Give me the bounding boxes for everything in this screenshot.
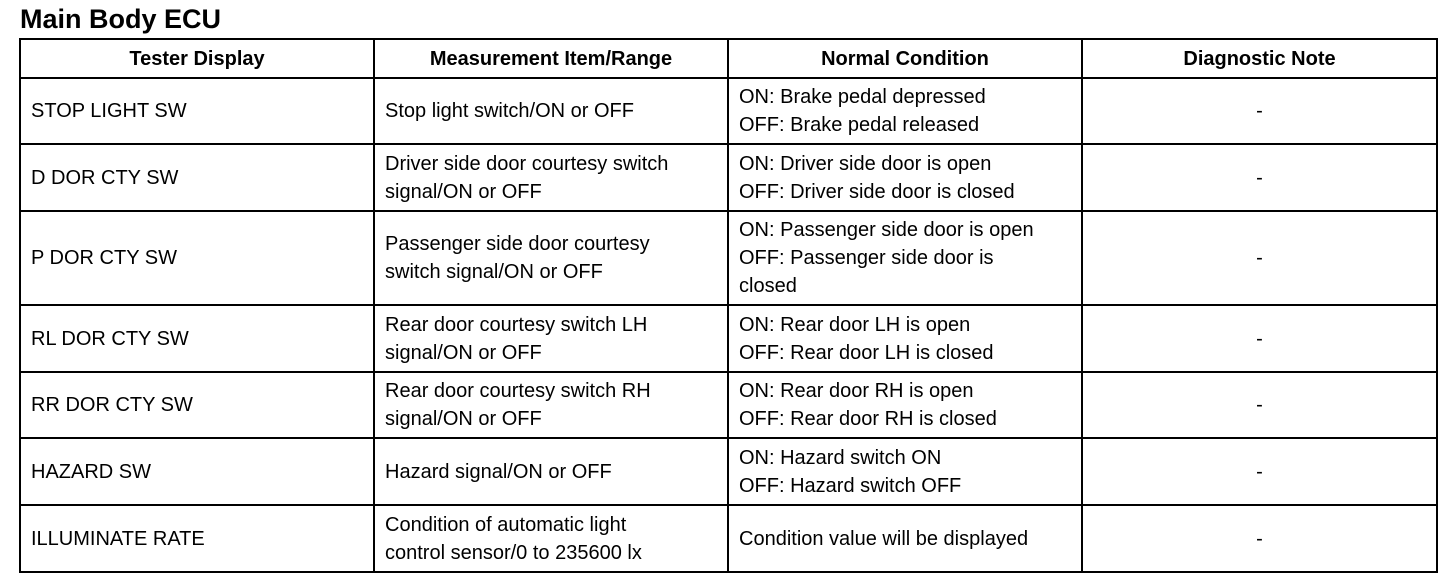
measurement-line: Hazard signal/ON or OFF	[385, 460, 612, 483]
measurement-line: Driver side door courtesy switch	[385, 152, 669, 175]
condition-line: OFF: Rear door LH is closed	[739, 341, 994, 364]
cell-measurement-item	[374, 305, 728, 372]
table-row	[20, 438, 1437, 505]
cell-measurement-item	[374, 372, 728, 438]
header-measurement-item: Measurement Item/Range	[374, 39, 728, 78]
measurement-line: Stop light switch/ON or OFF	[385, 100, 634, 122]
condition-line: OFF: Rear door RH is closed	[739, 408, 997, 430]
cell-diagnostic-note: -	[1082, 305, 1437, 372]
condition-line: OFF: Brake pedal released	[739, 114, 980, 136]
cell-tester-display: RL DOR CTY SW	[20, 305, 374, 372]
condition-line: ON: Brake pedal depressed	[739, 86, 986, 108]
cell-tester-display: P DOR CTY SW	[20, 211, 374, 305]
condition-line: ON: Rear door RH is open	[739, 380, 974, 402]
page-title: Main Body ECU	[20, 4, 222, 34]
cell-diagnostic-note: -	[1082, 211, 1437, 305]
table-row	[20, 305, 1437, 372]
measurement-line: Rear door courtesy switch RH	[385, 380, 651, 402]
table-row	[20, 211, 1437, 305]
table-header-row	[20, 39, 1437, 78]
condition-line: OFF: Passenger side door is	[739, 247, 994, 269]
table-body	[20, 78, 1437, 572]
cell-tester-display: STOP LIGHT SW	[20, 78, 374, 144]
condition-line: OFF: Driver side door is closed	[739, 180, 1015, 203]
condition-line: ON: Rear door LH is open	[739, 313, 971, 336]
measurement-line: signal/ON or OFF	[385, 341, 542, 364]
cell-normal-condition	[728, 144, 1082, 211]
header-normal-condition: Normal Condition	[728, 39, 1082, 78]
table-row	[20, 144, 1437, 211]
table-row	[20, 372, 1437, 438]
measurement-line: control sensor/0 to 235600 lx	[385, 541, 642, 564]
header-tester-display: Tester Display	[20, 39, 374, 78]
ecu-data-table	[19, 38, 1438, 573]
cell-tester-display: HAZARD SW	[20, 438, 374, 505]
table-row	[20, 505, 1437, 572]
table-row	[20, 78, 1437, 144]
cell-measurement-item	[374, 505, 728, 572]
cell-normal-condition	[728, 505, 1082, 572]
condition-line: Condition value will be displayed	[739, 527, 1029, 550]
cell-normal-condition	[728, 372, 1082, 438]
condition-line: ON: Hazard switch ON	[739, 446, 942, 469]
cell-diagnostic-note: -	[1082, 372, 1437, 438]
condition-line: ON: Passenger side door is open	[739, 219, 1034, 241]
cell-measurement-item	[374, 438, 728, 505]
cell-normal-condition	[728, 438, 1082, 505]
measurement-line: signal/ON or OFF	[385, 408, 542, 430]
condition-line: closed	[739, 275, 797, 297]
measurement-line: signal/ON or OFF	[385, 180, 542, 203]
measurement-line: Rear door courtesy switch LH	[385, 313, 648, 336]
cell-diagnostic-note: -	[1082, 438, 1437, 505]
cell-tester-display: ILLUMINATE RATE	[20, 505, 374, 572]
cell-normal-condition	[728, 305, 1082, 372]
condition-line: ON: Driver side door is open	[739, 152, 992, 175]
measurement-line: Condition of automatic light	[385, 513, 627, 536]
cell-tester-display: D DOR CTY SW	[20, 144, 374, 211]
condition-line: OFF: Hazard switch OFF	[739, 474, 962, 497]
cell-measurement-item	[374, 211, 728, 305]
header-diagnostic-note: Diagnostic Note	[1082, 39, 1437, 78]
cell-diagnostic-note: -	[1082, 78, 1437, 144]
cell-normal-condition	[728, 211, 1082, 305]
cell-tester-display: RR DOR CTY SW	[20, 372, 374, 438]
measurement-line: Passenger side door courtesy	[385, 233, 650, 255]
cell-measurement-item	[374, 144, 728, 211]
cell-diagnostic-note: -	[1082, 144, 1437, 211]
cell-normal-condition	[728, 78, 1082, 144]
cell-measurement-item	[374, 78, 728, 144]
cell-diagnostic-note: -	[1082, 505, 1437, 572]
measurement-line: switch signal/ON or OFF	[385, 261, 603, 283]
